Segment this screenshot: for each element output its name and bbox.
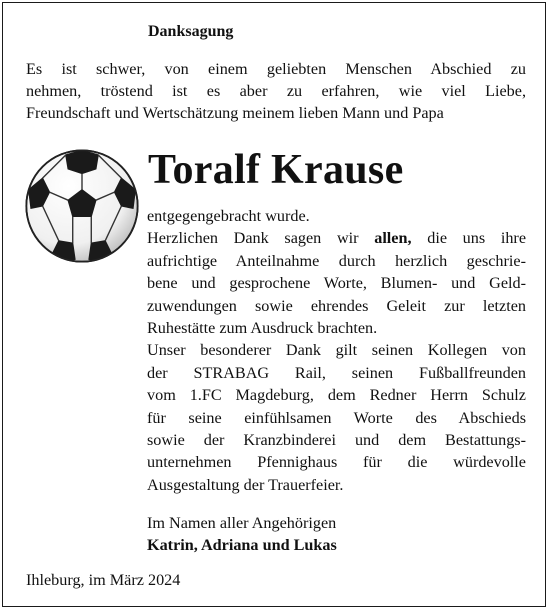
body-line: zuwendungen sowie ehrendes Geleit zur letzten	[147, 296, 526, 315]
intro-line: Es ist schwer, von einem geliebten Menschen Abschied zu	[26, 60, 526, 78]
deceased-name: Toralf Krause	[148, 147, 404, 193]
intro-line: nehmen, tröstend ist es aber zu erfahren, wie viel Liebe,	[26, 82, 526, 100]
signature-block	[147, 512, 337, 556]
place-date: Ihleburg, im März 2024	[26, 571, 181, 589]
body-line: unternehmen Pfennighaus für die würdevolle	[147, 453, 526, 472]
body-line: bene und gesprochene Worte, Blumen- und Geld-	[147, 274, 526, 293]
body-line: Unser besonderer Dank gilt seinen Kollegen von	[147, 341, 526, 360]
signature-names: Katrin, Adriana und Lukas	[147, 536, 337, 554]
body-line: vom 1.FC Magdeburg, dem Redner Herrn Schulz	[147, 386, 526, 405]
body-line: für seine einfühlsamen Worte des Abschieds	[147, 408, 526, 427]
body-line: der STRABAG Rail, seinen Fußballfreunden	[147, 363, 526, 382]
body-line-segment: Herzlichen Dank sagen wir	[147, 229, 375, 248]
body-line-segment: die uns ihre	[411, 229, 527, 248]
signature-intro: Im Namen aller Angehörigen	[147, 514, 337, 532]
body-line	[147, 227, 526, 249]
body-line: Ausgestaltung der Trauerfeier.	[147, 475, 344, 494]
intro-paragraph	[26, 58, 526, 124]
intro-line: Freundschaft und Wertschätzung meinem lieben Mann und Papa	[26, 104, 444, 122]
body-line-emphasis: allen,	[374, 229, 412, 248]
body-paragraph	[147, 205, 526, 496]
body-line: sowie der Kranzbinderei und dem Bestattungs-	[147, 431, 526, 450]
body-line: aufrichtige Anteilnahme durch herzlich geschrie-	[147, 251, 526, 270]
body-line: Ruhestätte zum Ausdruck brachten.	[147, 319, 378, 338]
soccer-ball-icon	[24, 148, 140, 264]
body-line: entgegengebracht wurde.	[147, 207, 310, 225]
notice-heading: Danksagung	[148, 23, 234, 40]
